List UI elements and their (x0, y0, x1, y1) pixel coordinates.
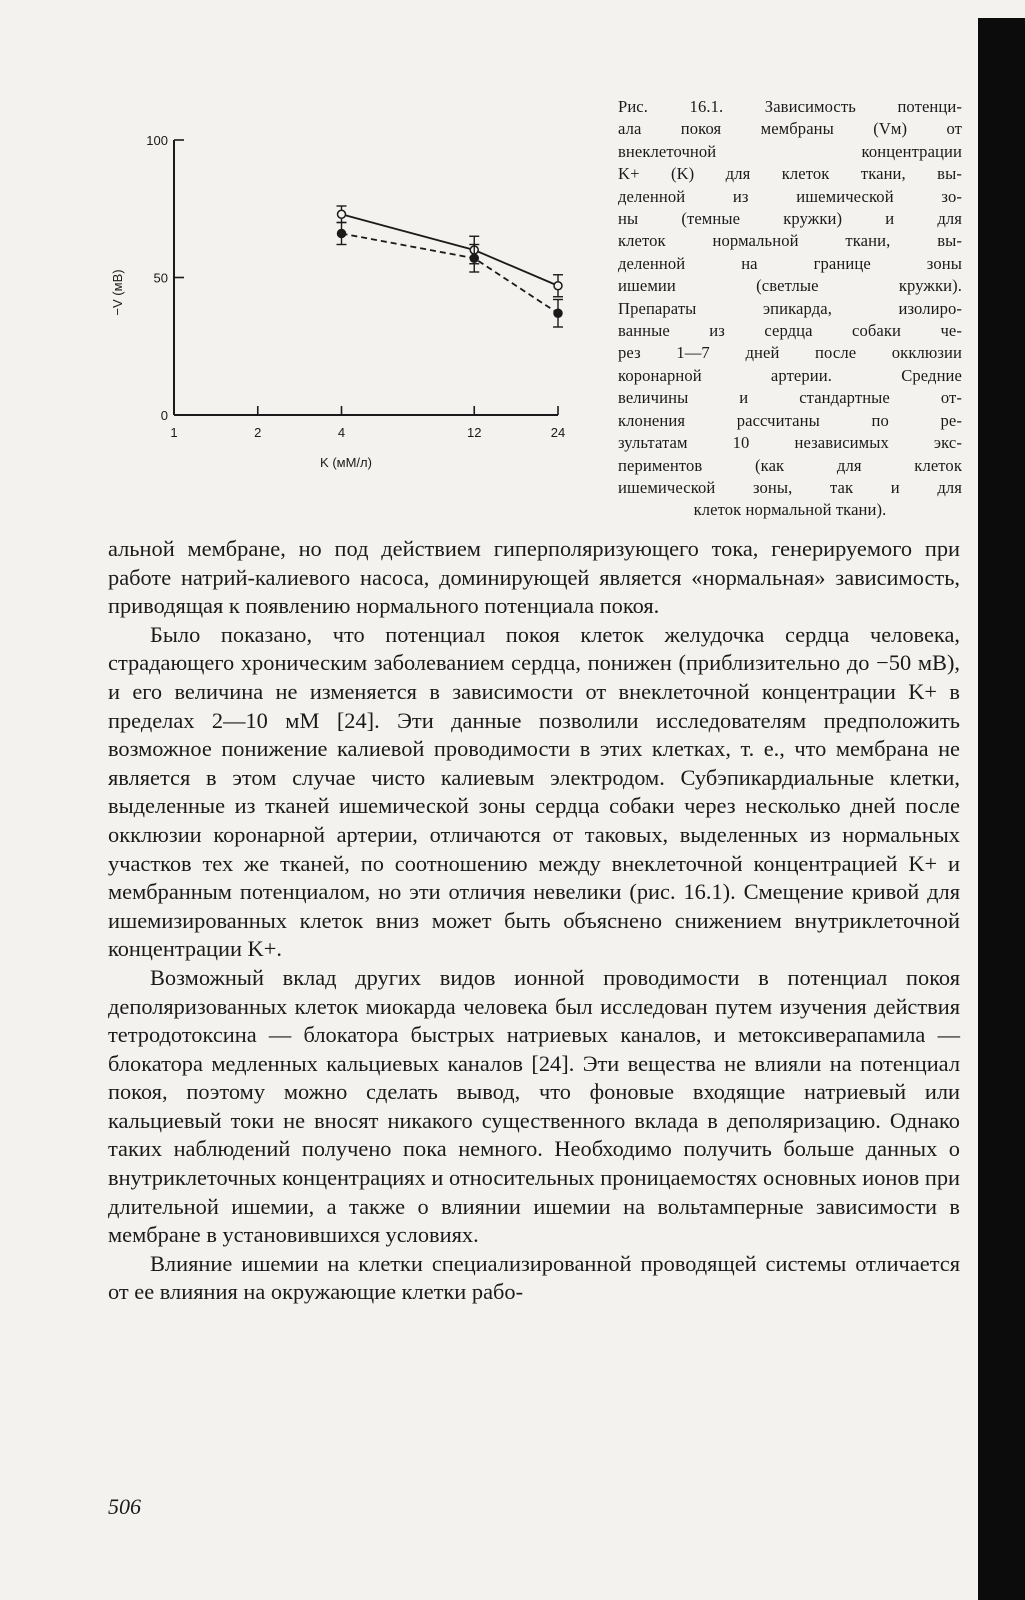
caption-line: периментов (как для клеток (618, 455, 962, 475)
paragraph: Влияние ишемии на клетки специализированной проводящей системы отличается от ее влияния на окружающие клетки рабо- (108, 1250, 960, 1305)
body-text (108, 535, 960, 1307)
figure-caption (618, 96, 962, 522)
data-point (554, 309, 562, 317)
caption-line: деленной на границе зоны (618, 253, 962, 273)
y-axis-label: −V (мВ) (110, 269, 125, 316)
caption-line: рез 1—7 дней после окклюзии (618, 343, 962, 363)
y-tick-label: 0 (160, 408, 168, 423)
figure-16-1 (108, 110, 598, 490)
caption-line: внеклеточной концентрации (618, 141, 962, 161)
caption-line: ишемической зоны, так и для (618, 477, 962, 497)
page-number: 506 (108, 1494, 141, 1519)
caption-line: K+ (K) для клеток ткани, вы- (618, 164, 962, 184)
caption-line: ишемии (светлые кружки). (618, 276, 962, 296)
data-point (554, 282, 562, 290)
x-tick-label: 2 (254, 425, 262, 440)
paragraph: альной мембране, но под действием гиперполяризующего тока, генерируемого при работе натрий-калиевого насоса, доминирующей является «нормальная» зависимость, приводящая к появлению нормального потенциала покоя. (108, 536, 960, 619)
x-axis-label: K (мМ/л) (320, 455, 372, 470)
data-point (470, 254, 478, 262)
y-tick-label: 100 (146, 133, 168, 148)
paragraph: Было показано, что потенциал покоя клеток желудочка сердца человека, страдающего хроническим заболеванием сердца, понижен (приблизительно до −50 мВ), и его величина не изменяется в зависимости от внеклеточной концентрации K+ в пределах 2—10 мМ [24]. Эти данные позволили исследователям предположить возможное понижение калиевой проводимости в этих клетках, т. е., что мембрана не является в этом случае чисто калиевым электродом. Субэпикардиальные клетки, выделенные из тканей ишемической зоны сердца собаки через несколько дней после окклюзии коронарной артерии, отличаются от таковых, выделенных из нормальных участков тех же тканей, по соотношению между внеклеточной концентрацией K+ и мембранным потенциалом, но эти отличия невелики (рис. 16.1). Смещение кривой для ишемизированных клеток вниз может быть объяснено снижением внутриклеточной концентрации K+. (108, 621, 960, 962)
caption-line: клеток нормальной ткани). (693, 500, 887, 520)
paragraph: Возможный вклад других видов ионной проводимости в потенциал покоя деполяризованных клеток миокарда человека был исследован путем изучения действия тетродотоксина — блокатора быстрых натриевых каналов, и метоксиверапамила — блокатора медленных кальциевых каналов [24]. Эти вещества не влияли на потенциал покоя, поэтому можно сделать вывод, что фоновые входящие натриевый или кальциевый токи не вносят никакого существенного вклада в деполяризацию. Однако таких наблюдений получено пока немного. Необходимо получить больше данных о внутриклеточных концентрациях и относительных проницаемостях основных ионов при длительной ишемии, а также о влиянии ишемии на вольтамперные зависимости в мембране в установившихся условиях. (108, 964, 960, 1248)
caption-line: клеток нормальной ткани, вы- (618, 231, 962, 251)
caption-line: зультатам 10 независимых экс- (618, 433, 962, 453)
x-tick-label: 4 (337, 425, 346, 440)
x-tick-label: 1 (170, 425, 178, 440)
scan-shadow-edge (978, 18, 1025, 1600)
x-tick-label: 24 (550, 425, 566, 440)
caption-line: ала покоя мембраны (Vм) от (618, 119, 962, 139)
y-tick-label: 50 (153, 270, 168, 286)
data-point (338, 210, 346, 218)
caption-line: деленной из ишемической зо- (618, 186, 962, 206)
caption-line: ны (темные кружки) и для (618, 209, 962, 229)
caption-line: клонения рассчитаны по ре- (618, 410, 962, 430)
caption-line: величины и стандартные от- (618, 388, 962, 408)
series-line-1 (342, 234, 558, 314)
x-tick-label: 12 (467, 425, 482, 440)
caption-line: коронарной артерии. Средние (618, 365, 962, 385)
caption-line: ванные из сердца собаки че- (618, 321, 962, 341)
series-line-0 (342, 214, 558, 286)
chart (108, 110, 598, 490)
caption-line: Препараты эпикарда, изолиро- (618, 298, 962, 318)
caption-line: Рис. 16.1. Зависимость потенци- (618, 97, 962, 116)
data-point (338, 230, 346, 238)
